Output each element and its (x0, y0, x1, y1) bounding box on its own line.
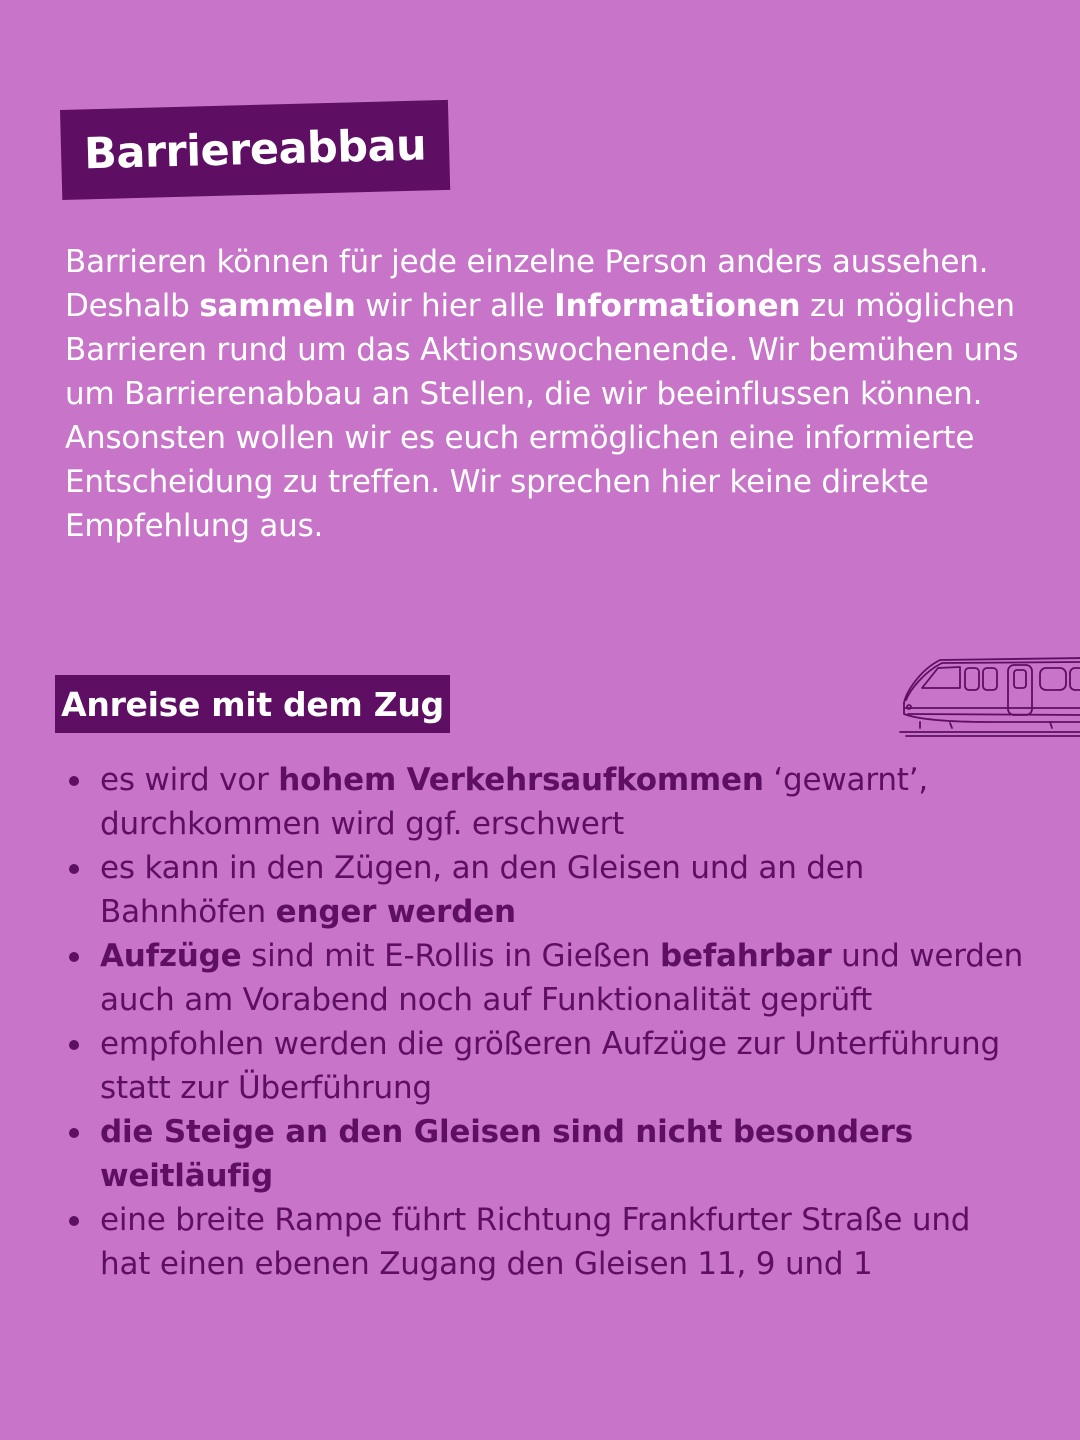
list-item (100, 1022, 1030, 1110)
item-text: es wird vor (100, 762, 279, 798)
item-bold: die Steige an den Gleisen sind nicht besonders weitläufig (100, 1114, 914, 1194)
item-text: es kann in den Zügen, an den Gleisen und an den Bahnhöfen (100, 850, 865, 930)
list-item (100, 846, 1030, 934)
bullet-icon (69, 1040, 79, 1050)
intro-text-2: wir hier alle (355, 288, 555, 324)
item-text: empfohlen werden die größeren Aufzüge zur Unterführung statt zur Überführung (100, 1026, 1000, 1106)
page-title: Barriereabbau (83, 120, 427, 180)
intro-paragraph (65, 240, 1025, 548)
section-label (55, 675, 450, 733)
list-item (100, 1198, 1030, 1286)
bullet-icon (69, 864, 79, 874)
bullet-icon (69, 1128, 79, 1138)
item-bold: befahrbar (659, 938, 832, 974)
intro-bold-informationen: Informationen (554, 288, 801, 324)
title-label (60, 100, 450, 200)
item-text: eine breite Rampe führt Richtung Frankfurter Straße und hat einen ebenen Zugang den Gleisen 11, 9 und 1 (100, 1202, 971, 1282)
intro-bold-sammeln: sammeln (199, 288, 356, 324)
item-bold: hohem Verkehrsaufkommen (278, 762, 764, 798)
list-item (100, 1110, 1030, 1198)
intro-text-3: zu möglichen Barrieren rund um das Aktionswochenende. Wir bemühen uns um Barrierenabbau an Stellen, die wir beeinflussen können. Ansonsten wollen wir es euch ermöglichen eine informierte Entscheidung zu treffen. Wir sprechen hier keine direkte Empfehlung aus. (65, 288, 1019, 544)
list-item (100, 934, 1030, 1022)
item-bold: enger werden (275, 894, 516, 930)
item-text: und werden auch am Vorabend noch auf Funktionalität geprüft (100, 938, 1024, 1018)
section-title: Anreise mit dem Zug (61, 684, 444, 724)
item-bold: Aufzüge (100, 938, 242, 974)
intro-text-1: Barrieren können für jede einzelne Person anders aussehen. Deshalb (65, 244, 989, 324)
item-text: sind mit E-Rollis in Gießen (241, 938, 660, 974)
list-item (100, 758, 1030, 846)
bullet-icon (69, 952, 79, 962)
item-text: ‘gewarnt’, durchkommen wird ggf. erschwert (100, 762, 929, 842)
bullet-icon (69, 776, 79, 786)
train-icon (890, 648, 1080, 743)
bullet-list (100, 758, 1030, 1286)
bullet-icon (69, 1216, 79, 1226)
